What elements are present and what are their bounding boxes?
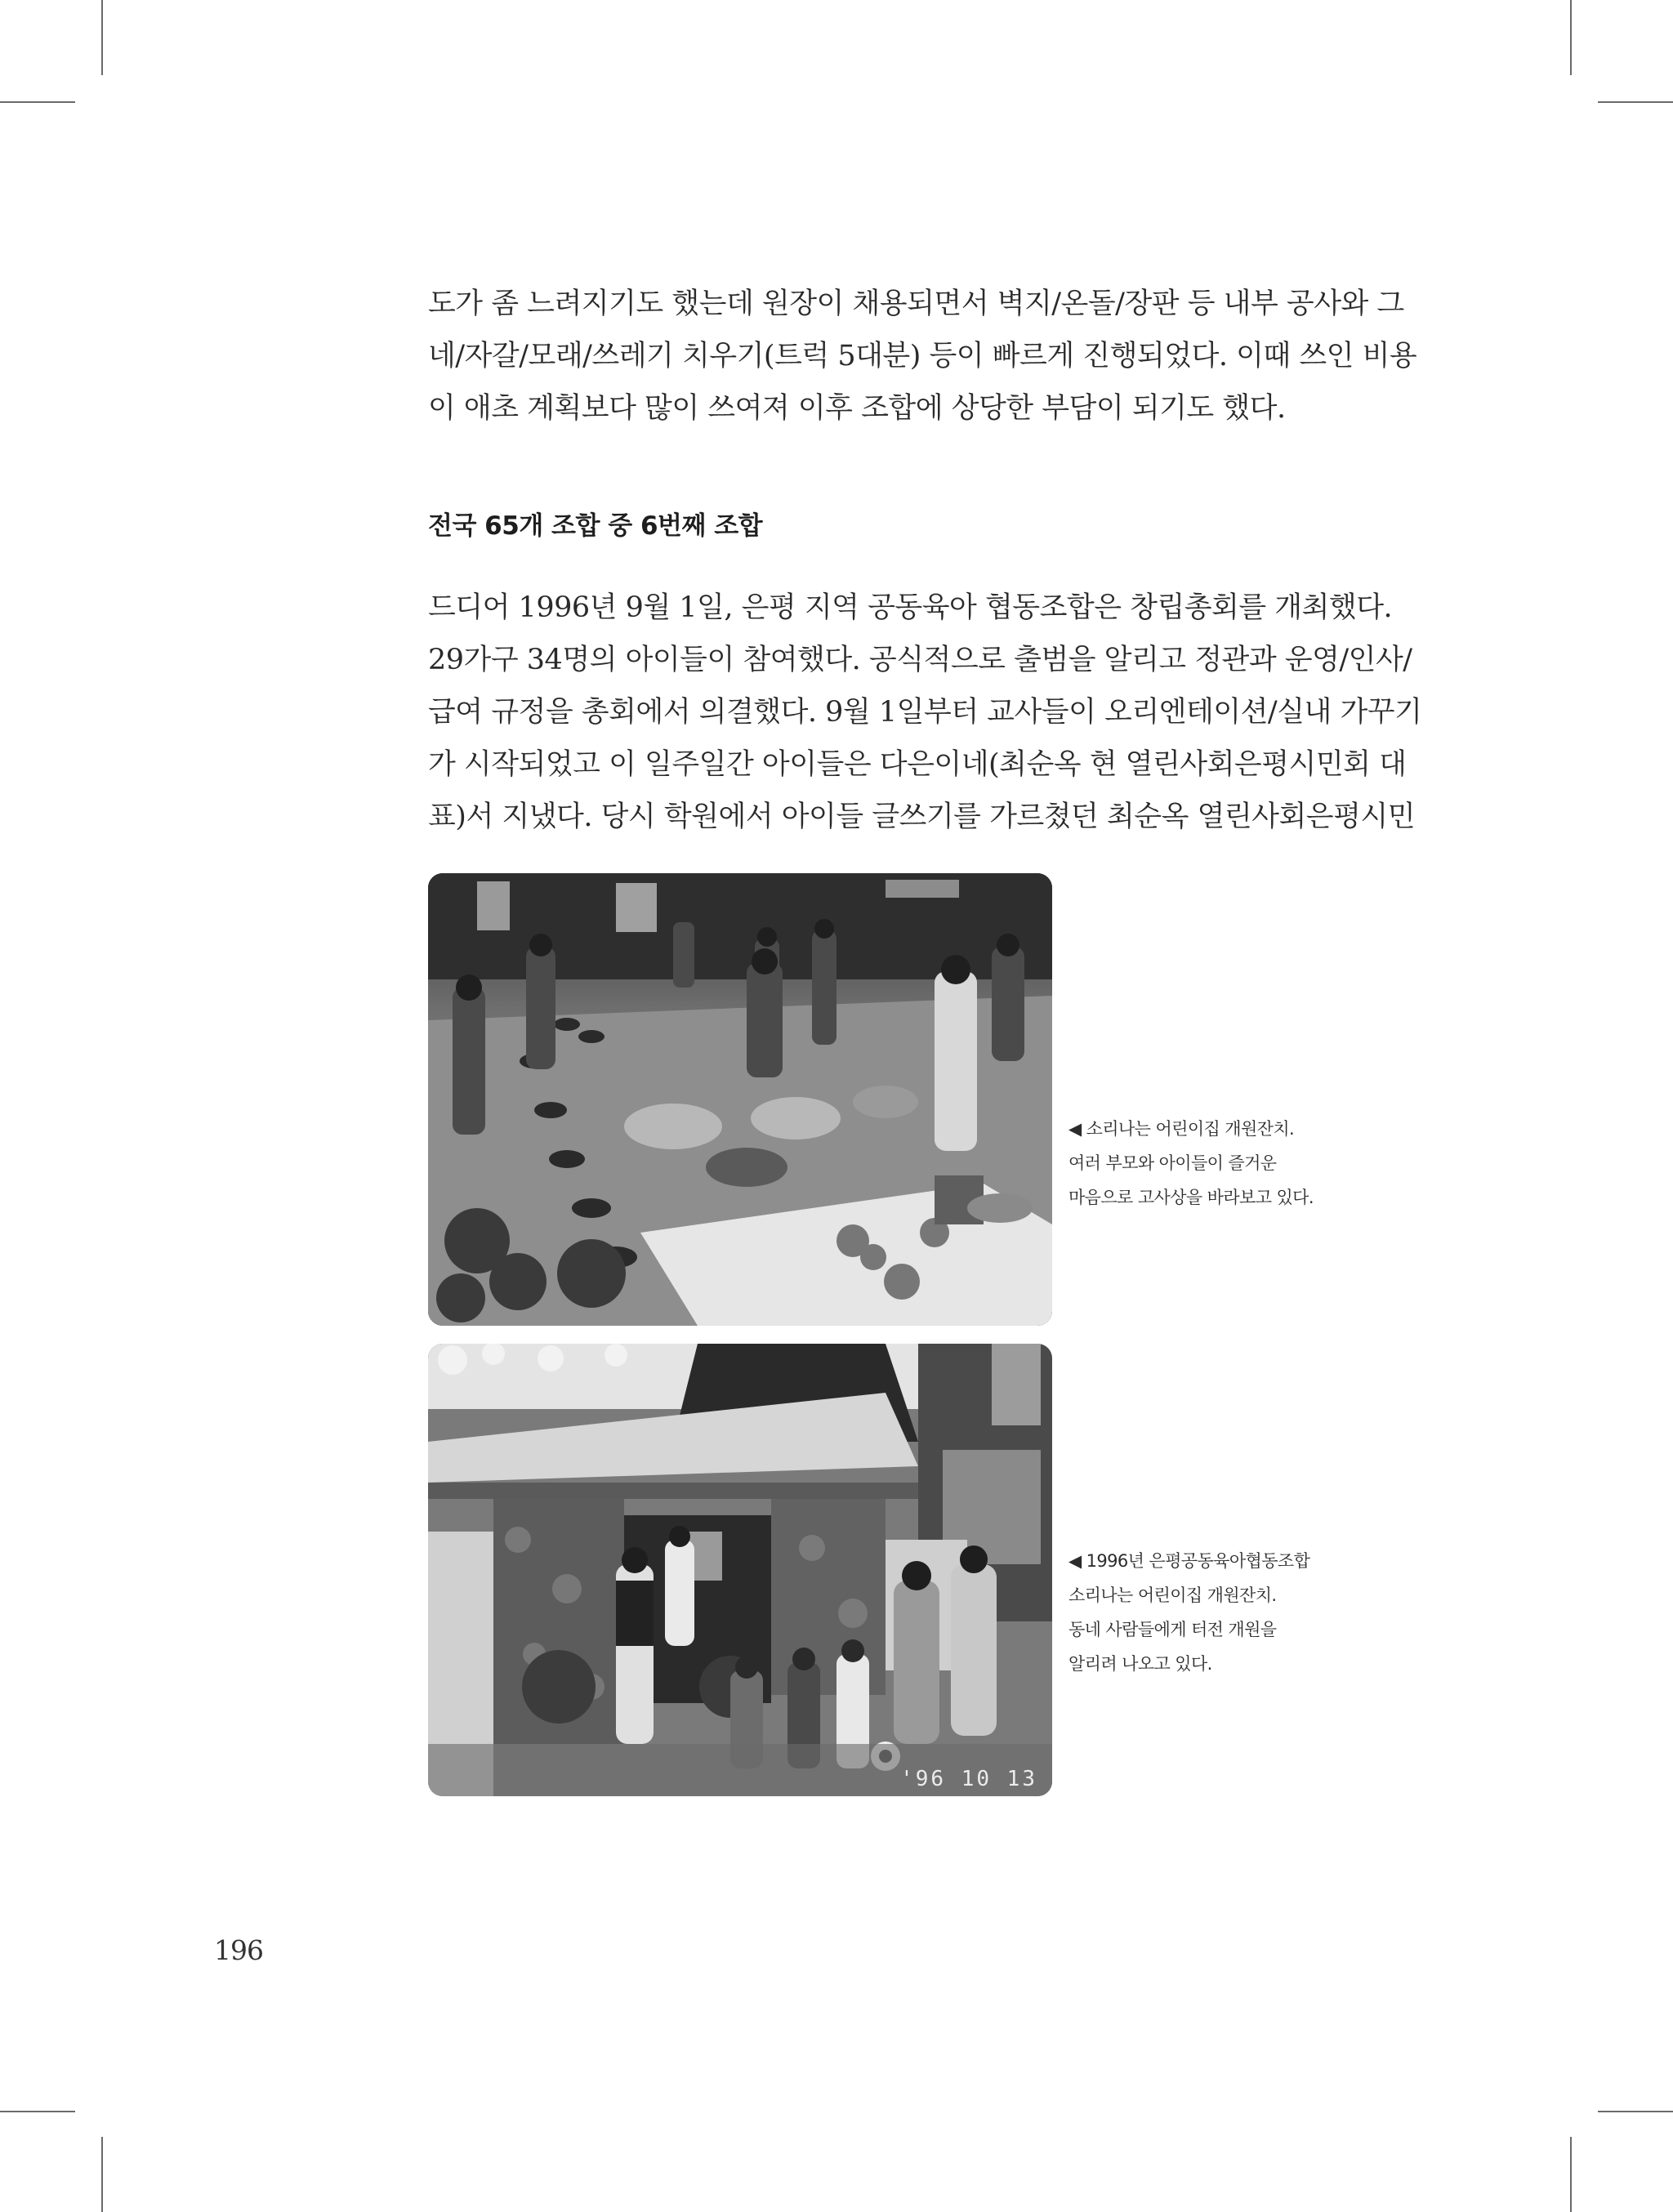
- crop-mark: [1570, 2137, 1572, 2212]
- photo-caption: [1068, 1112, 1338, 1215]
- caption-line: 소리나는 어린이집 개원잔치.: [1068, 1585, 1277, 1605]
- photo-gate-parade-image: [428, 1344, 1052, 1796]
- text-line: 29가구 34명의 아이들이 참여했다. 공식적으로 출범을 알리고 정관과 운영/인사/: [428, 644, 1412, 676]
- section-heading: 전국 65개 조합 중 6번째 조합: [428, 511, 763, 541]
- photo-caption: [1068, 1544, 1338, 1681]
- date-stamp: '96 10 13: [900, 1767, 1037, 1791]
- crop-mark: [101, 2137, 103, 2212]
- crop-mark: [1598, 2111, 1673, 2112]
- caption-line: ◀ 1996년 은평공동육아협동조합: [1068, 1551, 1310, 1571]
- crop-mark: [1570, 0, 1572, 75]
- crop-mark: [0, 2111, 75, 2112]
- text-line: 가 시작되었고 이 일주일간 아이들은 다은이네(최순옥 현 열린사회은평시민회 대: [428, 748, 1407, 781]
- crop-mark: [0, 101, 75, 103]
- photo-opening-ceremony-image: [428, 873, 1052, 1326]
- caption-line: 마음으로 고사상을 바라보고 있다.: [1068, 1188, 1314, 1207]
- page-number: 196: [214, 1934, 263, 1966]
- caption-line: 알리려 나오고 있다.: [1068, 1654, 1212, 1674]
- caption-line: ◀ 소리나는 어린이집 개원잔치.: [1068, 1119, 1295, 1139]
- text-line: 도가 좀 느려지기도 했는데 원장이 채용되면서 벽지/온돌/장판 등 내부 공사와 그: [428, 288, 1404, 320]
- caption-line: 동네 사람들에게 터전 개원을: [1068, 1620, 1277, 1639]
- caption-line: 여러 부모와 아이들이 즐거운: [1068, 1153, 1277, 1173]
- text-line: 급여 규정을 총회에서 의결했다. 9월 1일부터 교사들이 오리엔테이션/실내 가꾸기: [428, 696, 1422, 729]
- photo-opening-ceremony: [428, 873, 1052, 1326]
- text-line: 드디어 1996년 9월 1일, 은평 지역 공동육아 협동조합은 창립총회를 개최했다.: [428, 591, 1393, 624]
- crop-mark: [101, 0, 103, 75]
- text-line: 이 애초 계획보다 많이 쓰여져 이후 조합에 상당한 부담이 되기도 했다.: [428, 392, 1286, 425]
- photo-gate-parade: [428, 1344, 1052, 1796]
- text-line: 네/자갈/모래/쓰레기 치우기(트럭 5대분) 등이 빠르게 진행되었다. 이때 쓰인 비용: [428, 340, 1417, 372]
- text-line: 표)서 지냈다. 당시 학원에서 아이들 글쓰기를 가르쳤던 최순옥 열린사회은평시민: [428, 801, 1416, 833]
- body-paragraph: [428, 582, 1422, 843]
- crop-mark: [1598, 101, 1673, 103]
- intro-paragraph: [428, 278, 1417, 435]
